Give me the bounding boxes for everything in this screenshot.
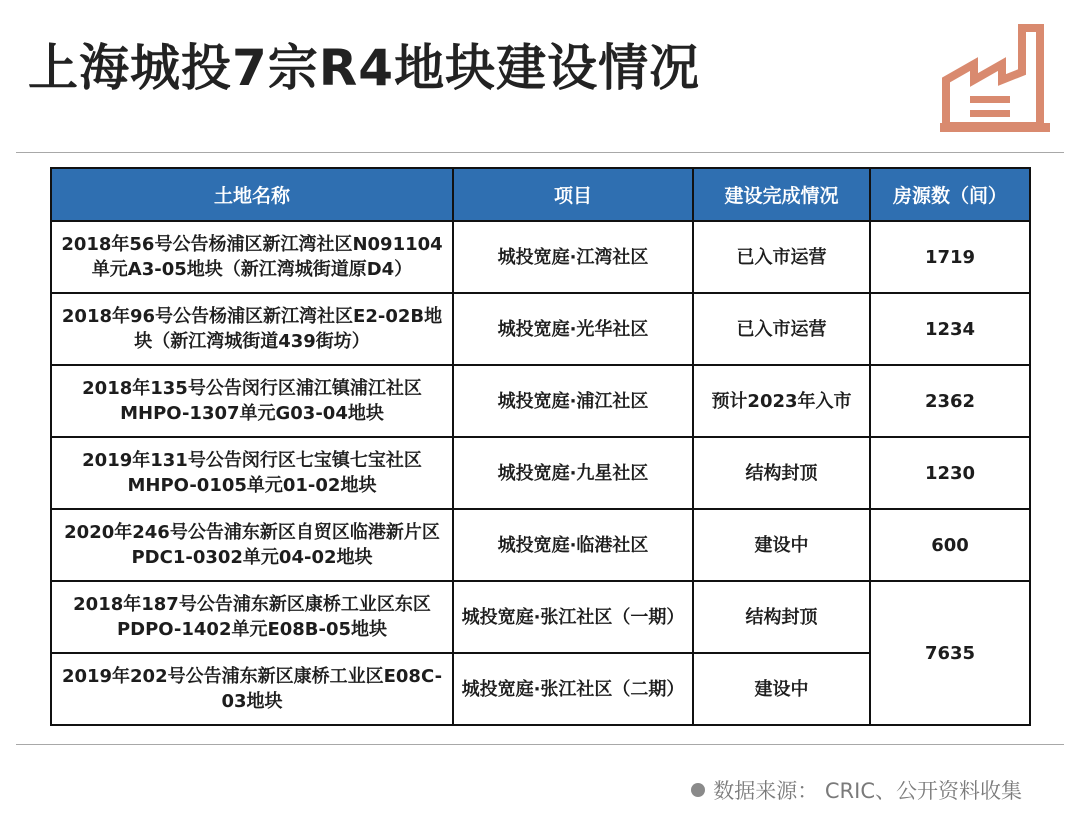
- land-name-cell: 2018年187号公告浦东新区康桥工业区东区PDPO-1402单元E08B-05地块: [51, 581, 453, 653]
- header-project: 项目: [453, 168, 693, 221]
- units-cell: 600: [870, 509, 1030, 581]
- land-name-cell: 2019年131号公告闵行区七宝镇七宝社区MHPO-0105单元01-02地块: [51, 437, 453, 509]
- land-name-cell: 2018年96号公告杨浦区新江湾社区E2-02B地块（新江湾城街道439街坊）: [51, 293, 453, 365]
- units-cell: 2362: [870, 365, 1030, 437]
- table-row: [51, 293, 1030, 365]
- table-header-row: [51, 168, 1030, 221]
- r4-land-table: [50, 167, 1031, 726]
- land-name-cell: 2018年135号公告闵行区浦江镇浦江社区MHPO-1307单元G03-04地块: [51, 365, 453, 437]
- status-cell: 结构封顶: [693, 581, 870, 653]
- project-cell: 城投宽庭·光华社区: [453, 293, 693, 365]
- status-cell: 建设中: [693, 509, 870, 581]
- header-status: 建设完成情况: [693, 168, 870, 221]
- table-row: [51, 437, 1030, 509]
- status-cell: 已入市运营: [693, 221, 870, 293]
- project-cell: 城投宽庭·江湾社区: [453, 221, 693, 293]
- header-land-name: 土地名称: [51, 168, 453, 221]
- table-row: [51, 509, 1030, 581]
- project-cell: 城投宽庭·临港社区: [453, 509, 693, 581]
- header-units: 房源数（间）: [870, 168, 1030, 221]
- page-title: 上海城投7宗R4地块建设情况: [28, 39, 701, 97]
- units-cell: 1719: [870, 221, 1030, 293]
- table-row: [51, 365, 1030, 437]
- data-source-text: 数据来源： CRIC、公开资料收集: [713, 779, 1022, 803]
- status-cell: 预计2023年入市: [693, 365, 870, 437]
- land-name-cell: 2019年202号公告浦东新区康桥工业区E08C-03地块: [51, 653, 453, 725]
- status-cell: 结构封顶: [693, 437, 870, 509]
- land-name-cell: 2018年56号公告杨浦区新江湾社区N091104单元A3-05地块（新江湾城街道原D4）: [51, 221, 453, 293]
- units-cell-merged: 7635: [870, 581, 1030, 725]
- status-cell: 已入市运营: [693, 293, 870, 365]
- factory-icon: [940, 20, 1050, 132]
- table-row: [51, 581, 1030, 653]
- land-name-cell: 2020年246号公告浦东新区自贸区临港新片区PDC1-0302单元04-02地块: [51, 509, 453, 581]
- bottom-divider: [16, 744, 1064, 745]
- units-cell: 1234: [870, 293, 1030, 365]
- bullet-dot-icon: [691, 783, 705, 797]
- project-cell: 城投宽庭·九星社区: [453, 437, 693, 509]
- top-divider: [16, 152, 1064, 153]
- project-cell: 城投宽庭·浦江社区: [453, 365, 693, 437]
- project-cell: 城投宽庭·张江社区（二期）: [453, 653, 693, 725]
- units-cell: 1230: [870, 437, 1030, 509]
- table-row: [51, 221, 1030, 293]
- data-source-note: [691, 775, 1022, 805]
- project-cell: 城投宽庭·张江社区（一期）: [453, 581, 693, 653]
- status-cell: 建设中: [693, 653, 870, 725]
